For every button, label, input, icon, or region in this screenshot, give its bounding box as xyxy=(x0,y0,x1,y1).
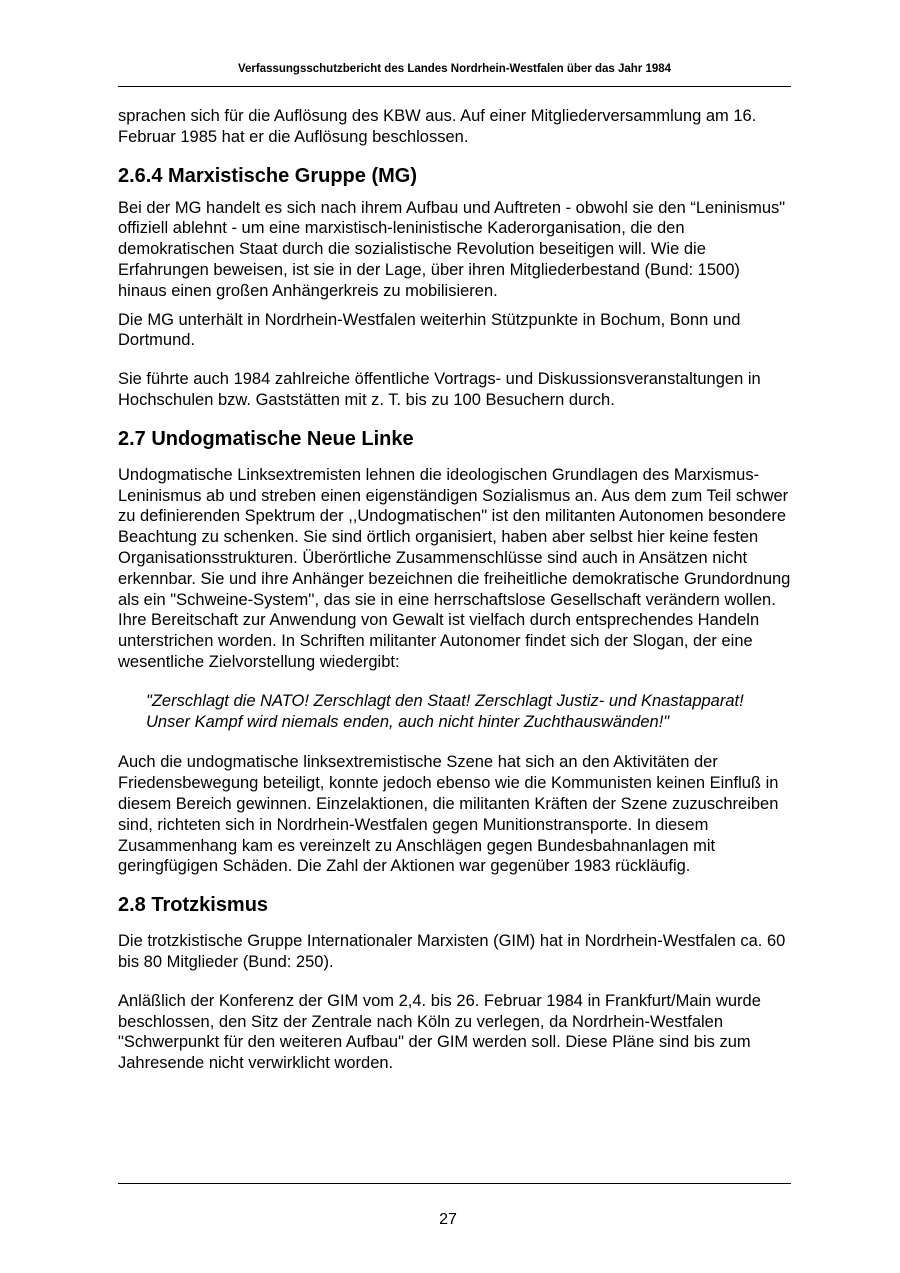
page-body xyxy=(118,106,791,1074)
running-header: Verfassungsschutzbericht des Landes Nordrhein-Westfalen über das Jahr 1984 xyxy=(237,63,672,75)
paragraph-undog-1: Undogmatische Linksextremisten lehnen die ideologischen Grundlagen des Marxismus-Leninismus ab und streben einen eigenständigen Sozialismus an. Aus dem zum Teil schwer zu definierenden Spektrum der ,,Undogmatischen" ist den militanten Autonomen besondere Beachtung zu schenken. Sie sind örtlich organisiert, haben aber selbst hier keine festen Organisationsstrukturen. Überörtliche Zusammenschlüsse sind auch in Ansätzen nicht erkennbar. Sie und ihre Anhänger bezeichnen die freiheitliche demokratische Grundordnung als ein "Schweine-System'', das sie in eine herrschaftslose Gesellschaft verändern wollen. Ihre Bereitschaft zur Anwendung von Gewalt ist vielfach durch entsprechendes Handeln unterstrichen worden. In Schriften militanter Autonomer findet sich der Slogan, der eine wesentliche Zielvorstellung wiedergibt: xyxy=(118,465,791,671)
paragraph-undog-2: Auch die undogmatische linksextremistische Szene hat sich an den Aktivitäten der Friedensbewegung beteiligt, konnte jedoch ebenso wie die Kommunisten keinen Einfluß in diesem Bereich gewinnen. Einzelaktionen, die militanten Kräften der Szene zuzuschreiben sind, richteten sich in Nordrhein-Westfalen gegen Munitionstransporte. In diesem Zusammenhang kam es vereinzelt zu Anschlägen gegen Bundesbahnanlagen mit geringfügigen Schäden. Die Zahl der Aktionen war gegenüber 1983 rückläufig. xyxy=(118,753,779,876)
paragraph-mg-3: Sie führte auch 1984 zahlreiche öffentliche Vortrags- und Diskussionsveranstaltungen in Hochschulen bzw. Gaststätten mit z. T. bis zu 100 Besuchern durch. xyxy=(118,370,761,409)
footer-divider xyxy=(118,1183,791,1184)
paragraph-trotz-1: Die trotzkistische Gruppe Internationaler Marxisten (GIM) hat in Nordrhein-Westfalen ca. 60 bis 80 Mitglieder (Bund: 250). xyxy=(118,932,786,971)
paragraph-trotz-2: Anläßlich der Konferenz der GIM vom 2,4. bis 26. Februar 1984 in Frankfurt/Main wurde beschlossen, den Sitz der Zentrale nach Köln zu verlegen, da Nordrhein-Westfalen "Schwerpunkt für den weiteren Aufbau" der GIM werden soll. Diese Pläne sind bis zum Jahresende nicht verwirklicht worden. xyxy=(118,991,761,1073)
section-heading-undogmatische-neue-linke: 2.7 Undogmatische Neue Linke xyxy=(118,427,414,450)
paragraph-intro: sprachen sich für die Auflösung des KBW aus. Auf einer Mitgliederversammlung am 16. Februar 1985 hat er die Auflösung beschlossen. xyxy=(118,107,757,146)
header-divider xyxy=(118,86,791,87)
page-number: 27 xyxy=(439,1211,457,1228)
paragraph-mg-2: Die MG unterhält in Nordrhein-Westfalen weiterhin Stützpunkte in Bochum, Bonn und Dortmund. xyxy=(118,310,741,350)
section-heading-marxistische-gruppe: 2.6.4 Marxistische Gruppe (MG) xyxy=(118,164,417,187)
slogan-quote: "Zerschlagt die NATO! Zerschlagt den Staat! Zerschlagt Justiz- und Knastapparat! Unser Kampf wird niemals enden, auch nicht hinter Zuchthauswänden!" xyxy=(146,691,744,731)
paragraph-mg-1: Bei der MG handelt es sich nach ihrem Aufbau und Auftreten - obwohl sie den “Leninismus" offiziell ablehnt - um eine marxistisch-leninistische Kaderorganisation, die den demokratischen Staat durch die sozialistische Revolution beseitigen will. Wie die Erfahrungen beweisen, ist sie in der Lage, über ihren Mitgliederbestand (Bund: 1500) hinaus einen großen Anhängerkreis zu mobilisieren. xyxy=(118,198,786,300)
section-heading-trotzkismus: 2.8 Trotzkismus xyxy=(118,894,269,917)
